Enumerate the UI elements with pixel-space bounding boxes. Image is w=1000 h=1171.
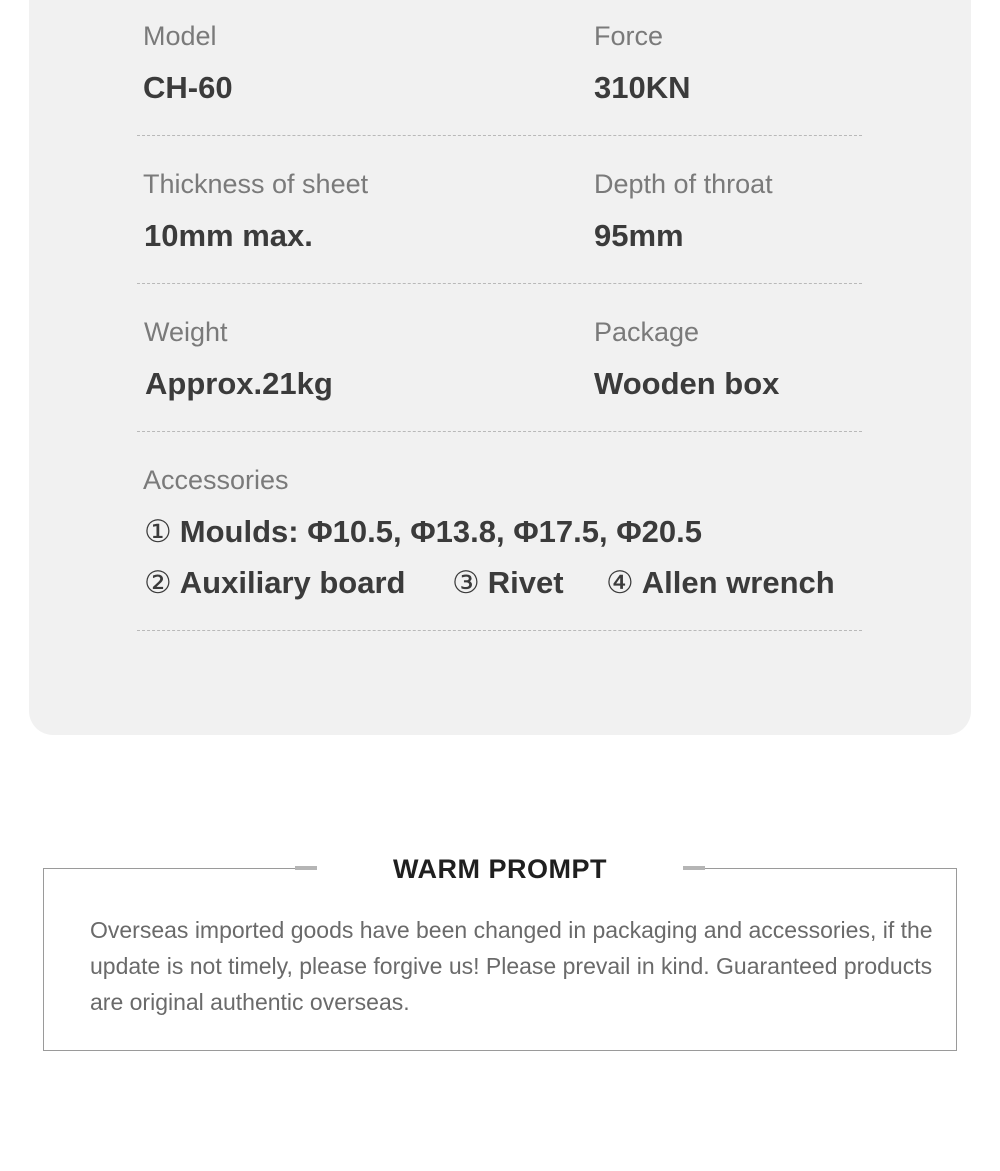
- model-value: CH-60: [143, 70, 233, 105]
- divider: [137, 431, 862, 432]
- accessory-text: Auxiliary board: [179, 565, 406, 600]
- package-label: Package: [594, 317, 700, 347]
- divider: [137, 630, 862, 631]
- title-dash-right: [683, 866, 705, 870]
- model-label: Model: [143, 21, 217, 51]
- warm-prompt-title-wrap: [317, 851, 683, 887]
- accessory-text: Rivet: [487, 565, 564, 600]
- accessory-number: ③: [452, 565, 480, 601]
- accessories-label: Accessories: [143, 465, 289, 495]
- thickness-value: 10mm max.: [144, 218, 313, 253]
- accessory-number: ②: [144, 565, 172, 601]
- warm-prompt-text: Overseas imported goods have been changed in packaging and accessories, if the update is not timely, please forgive us! Please prevail in kind. Guaranteed products are original authentic overseas.: [90, 917, 933, 1015]
- package-value: Wooden box: [594, 366, 780, 401]
- thickness-label: Thickness of sheet: [143, 169, 369, 199]
- weight-value: Approx.21kg: [145, 366, 333, 401]
- accessory-text: Allen wrench: [641, 565, 835, 600]
- force-value: 310KN: [594, 70, 691, 105]
- accessory-number: ①: [144, 514, 172, 550]
- accessory-number: ④: [606, 565, 634, 601]
- accessory-item: [144, 563, 405, 603]
- accessory-text: Moulds: Φ10.5, Φ13.8, Φ17.5, Φ20.5: [179, 514, 703, 549]
- accessory-item: [606, 563, 835, 603]
- accessory-item: [144, 512, 702, 552]
- divider: [137, 135, 862, 136]
- force-label: Force: [594, 21, 664, 51]
- weight-label: Weight: [144, 317, 228, 347]
- warm-prompt-title: WARM PROMPT: [393, 854, 607, 884]
- title-dash-left: [295, 866, 317, 870]
- divider: [137, 283, 862, 284]
- throat-label: Depth of throat: [594, 169, 773, 199]
- accessory-item: [452, 563, 564, 603]
- throat-value: 95mm: [594, 218, 684, 253]
